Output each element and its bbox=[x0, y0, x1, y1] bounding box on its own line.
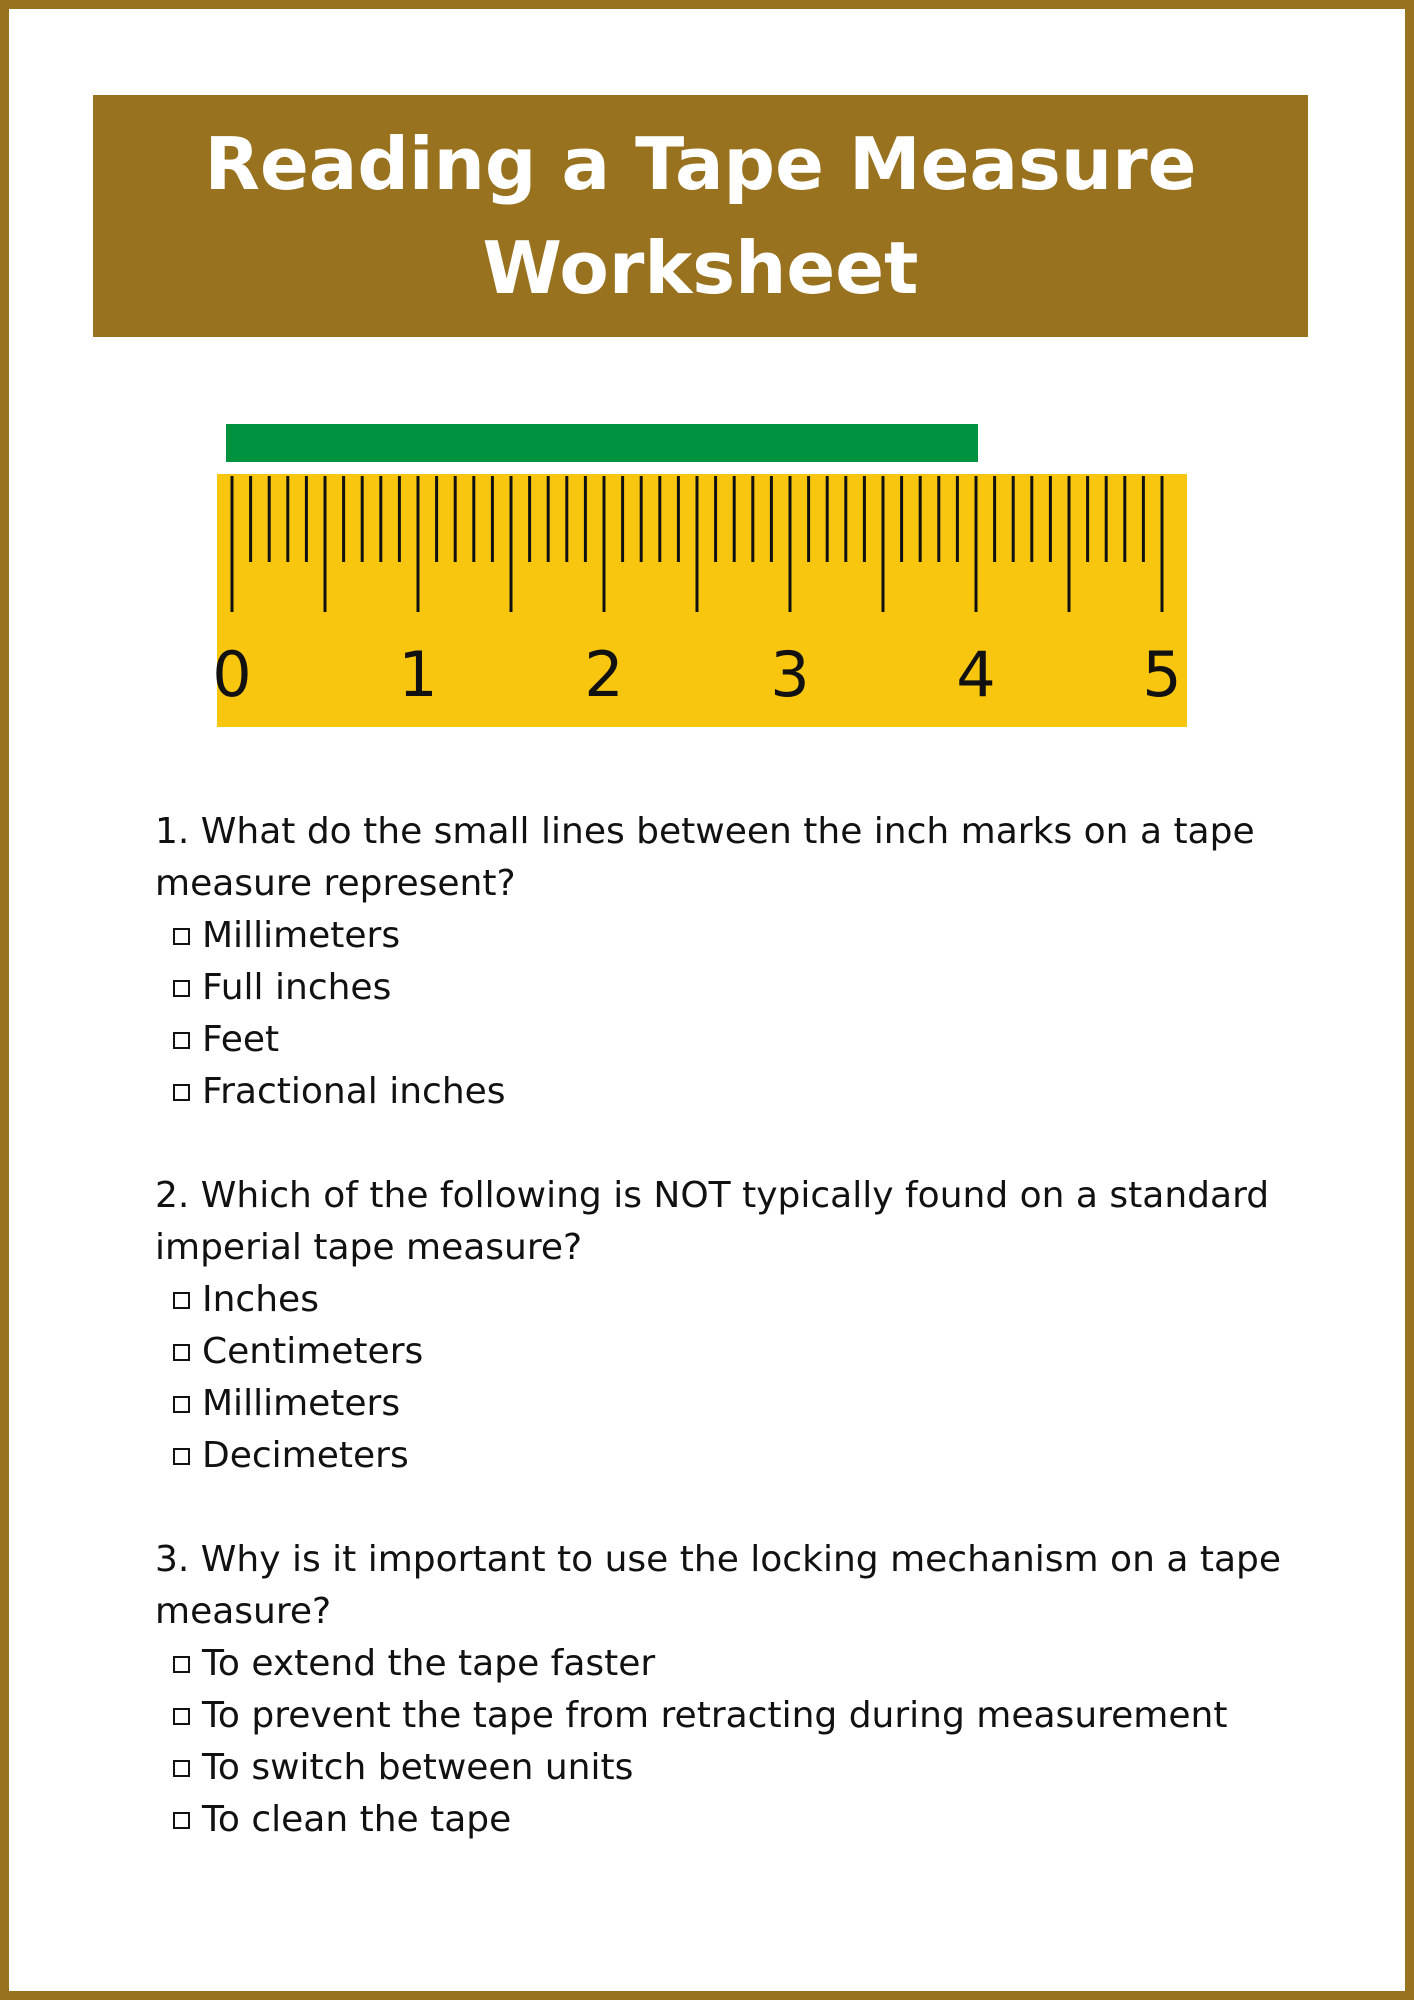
measured-length-bar bbox=[226, 424, 978, 462]
question-1 bbox=[155, 806, 1355, 1118]
questions-section bbox=[155, 806, 1355, 1898]
checkbox[interactable] bbox=[173, 1708, 190, 1725]
option-label: Inches bbox=[202, 1279, 319, 1320]
checkbox[interactable] bbox=[173, 1656, 190, 1673]
option-label: To prevent the tape from retracting during measurement bbox=[202, 1695, 1228, 1736]
question-text: 1. What do the small lines between the inch marks on a tape measure represent? bbox=[155, 811, 1255, 904]
tick-label: 0 bbox=[212, 638, 252, 711]
question-2 bbox=[155, 1170, 1355, 1482]
checkbox[interactable] bbox=[173, 1032, 190, 1049]
answer-option[interactable] bbox=[155, 1326, 1355, 1378]
checkbox[interactable] bbox=[173, 1396, 190, 1413]
question-text: 2. Which of the following is NOT typically found on a standard imperial tape measure? bbox=[155, 1175, 1270, 1268]
option-label: Millimeters bbox=[202, 1383, 401, 1424]
answer-option[interactable] bbox=[155, 1638, 1355, 1690]
tape-measure-figure bbox=[9, 9, 1414, 749]
option-label: To switch between units bbox=[202, 1747, 634, 1788]
checkbox[interactable] bbox=[173, 928, 190, 945]
tick-label: 2 bbox=[584, 638, 624, 711]
tick-label: 1 bbox=[398, 638, 438, 711]
checkbox[interactable] bbox=[173, 980, 190, 997]
answer-option[interactable] bbox=[155, 1066, 1355, 1118]
checkbox[interactable] bbox=[173, 1084, 190, 1101]
answer-option[interactable] bbox=[155, 1430, 1355, 1482]
answer-option[interactable] bbox=[155, 1378, 1355, 1430]
question-3 bbox=[155, 1534, 1355, 1846]
option-label: Fractional inches bbox=[202, 1071, 506, 1112]
question-text: 3. Why is it important to use the locking mechanism on a tape measure? bbox=[155, 1539, 1282, 1632]
tick-label: 4 bbox=[956, 638, 996, 711]
option-label: Millimeters bbox=[202, 915, 401, 956]
answer-option[interactable] bbox=[155, 1742, 1355, 1794]
option-label: Decimeters bbox=[202, 1435, 409, 1476]
checkbox[interactable] bbox=[173, 1344, 190, 1361]
answer-option[interactable] bbox=[155, 1794, 1355, 1846]
title-line-1: Reading a Tape Measure bbox=[204, 122, 1197, 206]
answer-option[interactable] bbox=[155, 1690, 1355, 1742]
option-label: Full inches bbox=[202, 967, 392, 1008]
answer-option[interactable] bbox=[155, 962, 1355, 1014]
tick-label: 5 bbox=[1142, 638, 1182, 711]
option-label: Centimeters bbox=[202, 1331, 424, 1372]
answer-option[interactable] bbox=[155, 910, 1355, 962]
answer-option[interactable] bbox=[155, 1014, 1355, 1066]
tick-label: 3 bbox=[770, 638, 810, 711]
option-label: Feet bbox=[202, 1019, 280, 1060]
checkbox[interactable] bbox=[173, 1448, 190, 1465]
checkbox[interactable] bbox=[173, 1760, 190, 1777]
option-label: To clean the tape bbox=[202, 1799, 512, 1840]
checkbox[interactable] bbox=[173, 1292, 190, 1309]
title-line-2: Worksheet bbox=[482, 226, 919, 310]
checkbox[interactable] bbox=[173, 1812, 190, 1829]
answer-option[interactable] bbox=[155, 1274, 1355, 1326]
option-label: To extend the tape faster bbox=[202, 1643, 656, 1684]
